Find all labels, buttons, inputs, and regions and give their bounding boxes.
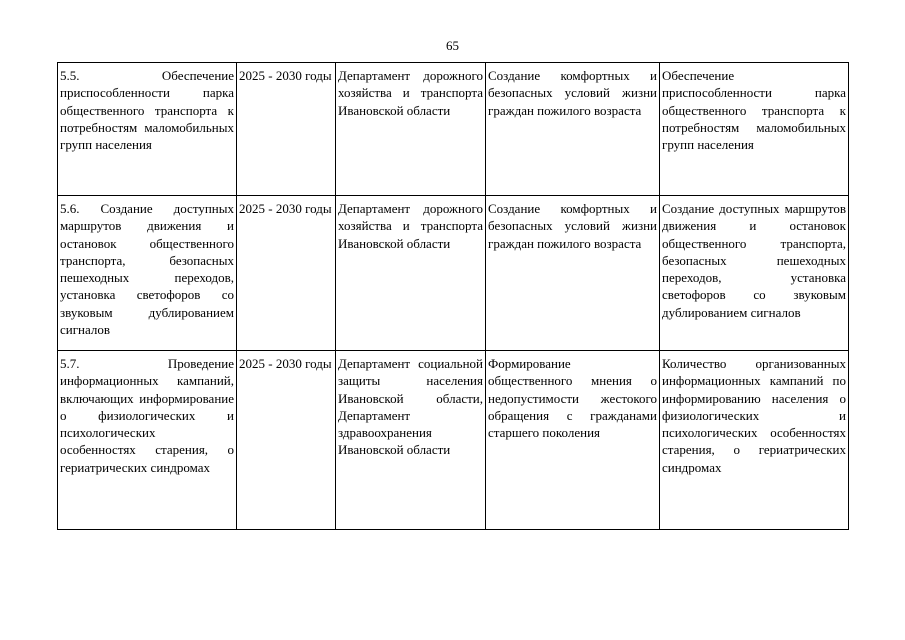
goal-cell: Формирование общественного мнения о недопустимости жестокого обращения с гражданами старшего поколения — [486, 351, 660, 530]
measures-table — [57, 62, 849, 530]
period-cell: 2025 - 2030 годы — [237, 351, 336, 530]
period-cell: 2025 - 2030 годы — [237, 196, 336, 351]
table-row — [58, 63, 849, 196]
page-number: 65 — [446, 38, 459, 53]
measure-cell: 5.7. Проведение информационных кампаний, включающих информирование о физиологических и психологических особенностях старения, о гериатрических синдромах — [58, 351, 237, 530]
measure-cell: 5.5. Обеспечение приспособленности парка общественного транспорта к потребностям маломобильных групп населения — [58, 63, 237, 196]
executor-cell: Департамент социальной защиты населения Ивановской области, Департамент здравоохранения Ивановской области — [336, 351, 486, 530]
indicator-cell: Создание доступных маршрутов движения и остановок общественного транспорта, безопасных пешеходных переходов, установка светофоров со звуковым дублированием сигналов — [660, 196, 849, 351]
indicator-cell: Количество организованных информационных кампаний по информированию населения о физиологических и психологических особенностях старения, о гериатрических синдромах — [660, 351, 849, 530]
period-cell: 2025 - 2030 годы — [237, 63, 336, 196]
table-row — [58, 196, 849, 351]
goal-cell: Создание комфортных и безопасных условий жизни граждан пожилого возраста — [486, 196, 660, 351]
measure-cell: 5.6. Создание доступных маршрутов движения и остановок общественного транспорта, безопасных пешеходных переходов, установка светофоров со звуковым дублированием сигналов — [58, 196, 237, 351]
executor-cell: Департамент дорожного хозяйства и транспорта Ивановской области — [336, 63, 486, 196]
executor-cell: Департамент дорожного хозяйства и транспорта Ивановской области — [336, 196, 486, 351]
table-row — [58, 351, 849, 530]
goal-cell: Создание комфортных и безопасных условий жизни граждан пожилого возраста — [486, 63, 660, 196]
indicator-cell: Обеспечение приспособленности парка общественного транспорта к потребностям маломобильных групп населения — [660, 63, 849, 196]
